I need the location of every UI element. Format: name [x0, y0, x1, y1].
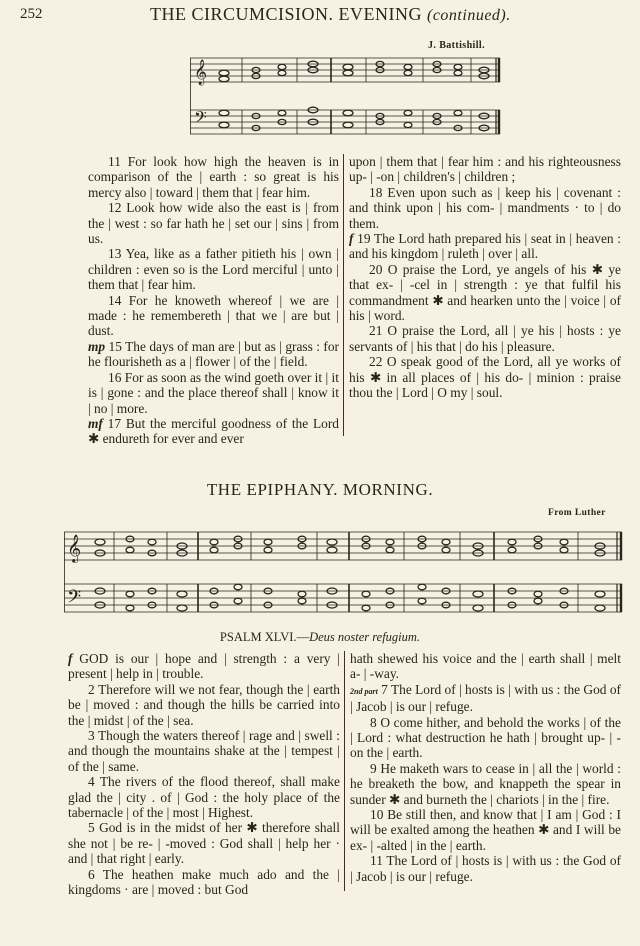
verse-5: 5 God is in the midst of her ✱ therefore shall she not | be re- | -moved : God shall | help her · and | that right | early.: [68, 820, 340, 867]
psalm-a-right-column: [349, 154, 621, 401]
verse-11: 11 The Lord of | hosts is | with us : the God of | Jacob | is our | refuge.: [350, 853, 621, 884]
chant-score-2: [64, 520, 626, 620]
running-title-text: THE CIRCUMCISION. EVENING: [150, 4, 422, 24]
psalm-number: PSALM XLVI.: [219, 630, 297, 644]
verse-8: 8 O come hither, and behold the works | of the | Lord : what destruction he hath | brought up- | -on the | earth.: [350, 714, 621, 761]
verse-9: 9 He maketh wars to cease in | all the | world : he breaketh the bow, and knappeth the spear in sunder ✱ and burneth the | chariots | in the | fire.: [350, 760, 621, 807]
verse-6-cont: hath shewed his voice and the | earth shall | melt a- | -way.: [350, 651, 621, 682]
svg-text:𝄞: 𝄞: [67, 534, 82, 562]
svg-text:𝄞: 𝄞: [194, 60, 208, 85]
verse-11: 11 For look how high the heaven is in comparison of the | earth : so great is his mercy also | toward | them that | fear him.: [88, 154, 339, 200]
dynamic-mark-mf: mf: [88, 415, 103, 431]
verse-17-cont: upon | them that | fear him : and his righteousness up- | -on | children's | children ;: [349, 154, 621, 185]
dynamic-mark-f: f: [349, 231, 354, 247]
dynamic-mark-mp: mp: [88, 338, 106, 354]
chant-composer: J. Battishill.: [428, 40, 485, 51]
psalm-b-left-column: [68, 651, 340, 898]
verse-10: 10 Be still then, and know that | I am | God : I will be exalted among the heathen ✱ and I will be ex- | -alted | in the | earth.: [350, 807, 621, 853]
chant-score-1: [190, 52, 502, 142]
psalm-a-left-column: [88, 154, 339, 447]
chant-source: From Luther: [548, 508, 606, 518]
verse-1: f GOD is our | hope and | strength : a very | present | help in | trouble.: [68, 651, 340, 682]
verse-7: 2nd part 7 The Lord of | hosts is | with us : the God of | Jacob | is our | refuge.: [350, 681, 621, 715]
verse-16: 16 For as soon as the wind goeth over it | it is | gone : and the place thereof shall | know it | no | more.: [88, 369, 339, 416]
verse-14: 14 For he knoweth whereof | we are | made : he remembereth | that we | are but | dust.: [88, 292, 339, 339]
column-divider: [343, 154, 344, 436]
psalm-b-right-column: [350, 651, 621, 884]
verse-17: mf 17 But the merciful goodness of the Lord ✱ endureth for ever and ever: [88, 415, 339, 447]
verse-6: 6 The heathen make much ado and the | kingdoms · are | moved : but God: [68, 866, 340, 898]
verse-13: 13 Yea, like as a father pitieth his | own | children : even so is the Lord merciful | unto | them that | fear him.: [88, 246, 339, 293]
svg-text:𝄢: 𝄢: [67, 587, 82, 612]
page-number: 252: [20, 6, 43, 22]
verse-22: 22 O speak good of the Lord, all ye works of his ✱ in all places of | his do- | minion : praise thou the | Lord | O my | soul.: [349, 354, 621, 401]
psalm-title: PSALM XLVI.—Deus noster refugium.: [219, 630, 421, 644]
verse-2: 2 Therefore will we not fear, though the | earth be | moved : and though the hills be carried into the | midst | of the | sea.: [68, 681, 340, 728]
column-divider: [344, 651, 345, 891]
verse-12: 12 Look how wide also the east is | from the | west : so far hath he | set our | sins | from us.: [88, 200, 339, 247]
verse-19: f 19 The Lord hath prepared his | seat in | heaven : and his kingdom | ruleth | over | all.: [349, 231, 621, 262]
section-title: THE EPIPHANY. MORNING.: [206, 480, 434, 499]
verse-20: 20 O praise the Lord, ye angels of his ✱ ye that ex- | -cel in | strength : ye that fulfil his commandment ✱ and hearken unto the | voice | of his | word.: [349, 261, 621, 324]
dynamic-mark-f: f: [68, 651, 73, 666]
verse-18: 18 Even upon such as | keep his | covenant : and think upon | his com- | mandments · to | do them.: [349, 184, 621, 231]
verse-21: 21 O praise the Lord, all | ye his | hosts : ye servants of | his that | do his | pleasure.: [349, 323, 621, 354]
psalm-latin-incipit: Deus noster refugium.: [309, 630, 421, 644]
verse-4: 4 The rivers of the flood thereof, shall make glad the | city . of | God : the holy place of the tabernacle | of the | most | Highest.: [68, 774, 340, 821]
svg-text:𝄢: 𝄢: [194, 107, 207, 131]
verse-3: 3 Though the waters thereof | rage and | swell : and though the mountains shake at the | tempest | of the | same.: [68, 728, 340, 774]
running-title-continued: (continued).: [427, 7, 511, 24]
running-title: [150, 4, 511, 25]
part-mark: 2nd part: [350, 686, 378, 696]
running-header: [0, 4, 640, 26]
verse-15: mp 15 The days of man are | but as | grass : for he flourisheth as a | flower | of the | field.: [88, 338, 339, 370]
